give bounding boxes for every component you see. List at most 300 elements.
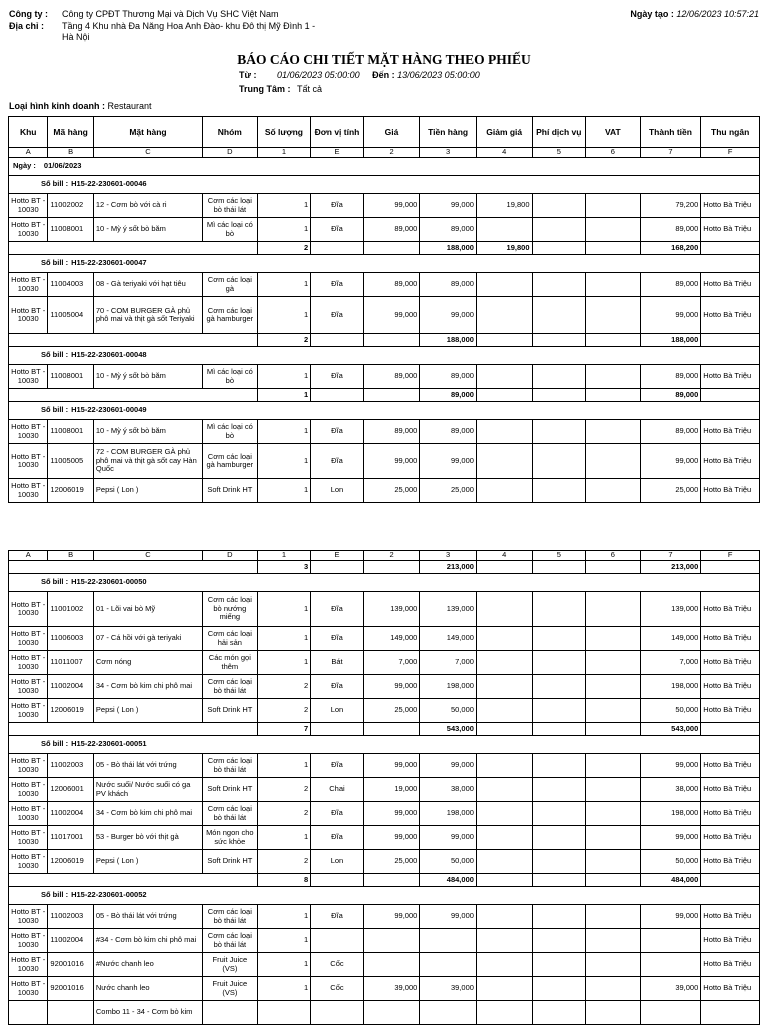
- table-row: [9, 802, 760, 826]
- table-cell: [363, 389, 420, 402]
- column-header: Mặt hàng: [93, 117, 202, 148]
- table-cell: 25,000: [640, 479, 701, 503]
- table-cell: [532, 218, 586, 242]
- column-code: 3: [420, 551, 477, 561]
- table-cell: Các món gọi thêm: [203, 651, 258, 675]
- table-cell: 89,000: [363, 218, 420, 242]
- bill-header-row: [9, 736, 760, 754]
- table-cell: Đĩa: [311, 627, 364, 651]
- table-cell: Cơm nóng: [93, 651, 202, 675]
- table-cell: [311, 389, 364, 402]
- table-cell: Hotto BT - 10030: [9, 754, 48, 778]
- table-cell: Đĩa: [311, 297, 364, 334]
- center-value: Tất cả: [297, 84, 323, 94]
- table-cell: 72 - COM BURGER GÀ phủ phô mai và thịt gà sốt cay Hàn Quốc: [93, 444, 202, 479]
- bill-number: H15-22-230601-00046: [71, 179, 147, 189]
- subtotal-spacer: [9, 561, 258, 574]
- table-cell: Hotto Bà Triệu: [701, 754, 760, 778]
- column-header: Thành tiền: [640, 117, 701, 148]
- table-cell: Đĩa: [311, 905, 364, 929]
- table-cell: Cơm các loại gà: [203, 273, 258, 297]
- table-cell: Cơm các loại bò nướng miếng: [203, 592, 258, 627]
- column-header: Mã hàng: [48, 117, 93, 148]
- table-cell: [532, 297, 586, 334]
- from-value: 01/06/2023 05:00:00: [277, 70, 360, 80]
- table-cell: Hotto Bà Triệu: [701, 699, 760, 723]
- table-cell: Hotto BT - 10030: [9, 627, 48, 651]
- table-cell: Đĩa: [311, 218, 364, 242]
- table-cell: 89,000: [640, 218, 701, 242]
- table-cell: [476, 651, 532, 675]
- table-cell: Mì các loại có bò: [203, 420, 258, 444]
- table-cell: 99,000: [363, 444, 420, 479]
- column-code: 1: [257, 148, 311, 158]
- table-cell: [476, 802, 532, 826]
- table-row: [9, 850, 760, 874]
- report-table-page-1: [8, 116, 760, 503]
- bill-header: [9, 736, 760, 754]
- table-cell: 25,000: [363, 699, 420, 723]
- subtotal-qty: 2: [257, 242, 311, 255]
- table-cell: [48, 1001, 93, 1025]
- table-cell: [363, 953, 420, 977]
- table-cell: Đĩa: [311, 675, 364, 699]
- column-code: 2: [363, 551, 420, 561]
- table-row: [9, 297, 760, 334]
- table-cell: 05 - Bò thái lát với trứng: [93, 905, 202, 929]
- table-cell: [586, 754, 641, 778]
- table-cell: 34 - Cơm bò kim chi phô mai: [93, 802, 202, 826]
- subtotal-spacer: [9, 874, 258, 887]
- table-cell: Combo 11 - 34 - Cơm bò kim: [93, 1001, 202, 1025]
- table-cell: 2: [257, 802, 311, 826]
- table-cell: Hotto Bà Triệu: [701, 977, 760, 1001]
- table-cell: [476, 905, 532, 929]
- table-cell: 99,000: [420, 297, 477, 334]
- column-code: F: [701, 148, 760, 158]
- table-cell: #34 - Cơm bò kim chi phô mai: [93, 929, 202, 953]
- table-cell: Hotto BT - 10030: [9, 651, 48, 675]
- table-cell: Hotto BT - 10030: [9, 699, 48, 723]
- table-cell: Lon: [311, 699, 364, 723]
- table-cell: 1: [257, 479, 311, 503]
- table-row: [9, 273, 760, 297]
- subtotal-qty: 7: [257, 723, 311, 736]
- table-cell: [532, 905, 586, 929]
- table-cell: 99,000: [420, 444, 477, 479]
- column-code: 7: [640, 551, 701, 561]
- table-cell: 99,000: [363, 675, 420, 699]
- table-cell: Cơm các loại bò thái lát: [203, 802, 258, 826]
- column-header: Đơn vị tính: [311, 117, 364, 148]
- column-code: A: [9, 551, 48, 561]
- table-cell: Hotto Bà Triệu: [701, 273, 760, 297]
- table-cell: [586, 874, 641, 887]
- table-cell: [701, 1001, 760, 1025]
- table-cell: 53 - Burger bò với thịt gà: [93, 826, 202, 850]
- table-cell: [363, 561, 420, 574]
- table-cell: [311, 242, 364, 255]
- table-cell: 2: [257, 699, 311, 723]
- table-row: [9, 953, 760, 977]
- table-cell: Cơm các loại hải sản: [203, 627, 258, 651]
- table-cell: Hotto BT - 10030: [9, 778, 48, 802]
- table-cell: [640, 1001, 701, 1025]
- table-cell: Hotto Bà Triệu: [701, 929, 760, 953]
- subtotal-discount: [476, 334, 532, 347]
- table-row: [9, 420, 760, 444]
- table-cell: [363, 334, 420, 347]
- column-code: B: [48, 551, 93, 561]
- table-cell: 92001016: [48, 953, 93, 977]
- created-label: Ngày tạo :: [630, 9, 674, 19]
- table-cell: 139,000: [363, 592, 420, 627]
- subtotal-spacer: [9, 334, 258, 347]
- date-row: [9, 158, 760, 176]
- table-cell: 139,000: [640, 592, 701, 627]
- table-cell: 99,000: [363, 905, 420, 929]
- column-code: 4: [476, 551, 532, 561]
- table-cell: Đĩa: [311, 420, 364, 444]
- table-cell: [586, 929, 641, 953]
- table-header-row: [9, 117, 760, 148]
- table-row: [9, 929, 760, 953]
- table-cell: [476, 675, 532, 699]
- bill-header: [9, 347, 760, 365]
- subtotal-row: [9, 561, 760, 574]
- table-cell: [640, 929, 701, 953]
- table-cell: Fruit Juice (VS): [203, 953, 258, 977]
- column-header: Thu ngân: [701, 117, 760, 148]
- table-cell: Hotto BT - 10030: [9, 273, 48, 297]
- table-row: [9, 592, 760, 627]
- subtotal-amount: 188,000: [420, 242, 477, 255]
- table-cell: [701, 389, 760, 402]
- table-cell: 89,000: [363, 273, 420, 297]
- table-cell: Hotto Bà Triệu: [701, 905, 760, 929]
- table-cell: Đĩa: [311, 365, 364, 389]
- table-cell: [532, 874, 586, 887]
- table-cell: 2: [257, 778, 311, 802]
- report-table-page-2: [8, 550, 760, 1025]
- table-cell: 99,000: [420, 826, 477, 850]
- table-cell: [586, 297, 641, 334]
- column-code-row: [9, 551, 760, 561]
- bill-label: Số bill :: [41, 350, 69, 360]
- table-cell: [532, 389, 586, 402]
- bill-label: Số bill :: [41, 405, 69, 415]
- table-cell: [532, 778, 586, 802]
- table-cell: [363, 1001, 420, 1025]
- table-cell: 89,000: [420, 420, 477, 444]
- table-cell: 11006003: [48, 627, 93, 651]
- table-cell: Hotto Bà Triệu: [701, 627, 760, 651]
- subtotal-total: 213,000: [640, 561, 701, 574]
- table-cell: Hotto BT - 10030: [9, 194, 48, 218]
- table-cell: [476, 977, 532, 1001]
- table-cell: Hotto BT - 10030: [9, 444, 48, 479]
- table-cell: [363, 929, 420, 953]
- table-cell: Lon: [311, 850, 364, 874]
- table-cell: Hotto BT - 10030: [9, 977, 48, 1001]
- table-cell: 1: [257, 273, 311, 297]
- table-cell: Mì các loại có bò: [203, 218, 258, 242]
- table-cell: 12006019: [48, 699, 93, 723]
- table-cell: Đĩa: [311, 754, 364, 778]
- table-cell: 11002003: [48, 905, 93, 929]
- table-cell: 149,000: [640, 627, 701, 651]
- bill-number: H15-22-230601-00050: [71, 577, 147, 587]
- table-cell: 11002004: [48, 802, 93, 826]
- table-cell: Hotto Bà Triệu: [701, 651, 760, 675]
- table-cell: 198,000: [420, 802, 477, 826]
- table-cell: 39,000: [420, 977, 477, 1001]
- table-cell: [476, 273, 532, 297]
- table-cell: [363, 874, 420, 887]
- table-cell: [311, 723, 364, 736]
- column-code: B: [48, 148, 93, 158]
- table-cell: [476, 699, 532, 723]
- table-cell: [586, 850, 641, 874]
- table-cell: [532, 953, 586, 977]
- subtotal-row: [9, 242, 760, 255]
- table-cell: Đĩa: [311, 826, 364, 850]
- table-cell: [586, 561, 641, 574]
- column-code: 5: [532, 551, 586, 561]
- table-cell: [586, 802, 641, 826]
- table-cell: Hotto BT - 10030: [9, 420, 48, 444]
- table-cell: Pepsi ( Lon ): [93, 479, 202, 503]
- table-cell: Hotto BT - 10030: [9, 592, 48, 627]
- table-row: [9, 365, 760, 389]
- table-cell: [420, 953, 477, 977]
- column-header: Số lượng: [257, 117, 311, 148]
- column-code: 1: [257, 551, 311, 561]
- table-cell: [532, 723, 586, 736]
- table-cell: [476, 778, 532, 802]
- table-cell: [640, 953, 701, 977]
- company-name: Công ty CPĐT Thương Mại và Dịch Vụ SHC Việt Nam: [62, 9, 279, 19]
- table-cell: Hotto BT - 10030: [9, 826, 48, 850]
- table-cell: Hotto BT - 10030: [9, 479, 48, 503]
- address-line-1: Tầng 4 Khu nhà Đa Năng Hoa Anh Đào- khu Đô thị Mỹ Đình 1 -: [62, 21, 316, 31]
- table-cell: [586, 365, 641, 389]
- table-cell: Fruit Juice (VS): [203, 977, 258, 1001]
- table-cell: Hotto Bà Triệu: [701, 826, 760, 850]
- table-cell: [532, 592, 586, 627]
- table-cell: 92001016: [48, 977, 93, 1001]
- table-cell: Hotto Bà Triệu: [701, 444, 760, 479]
- column-code: E: [311, 148, 364, 158]
- table-cell: Hotto BT - 10030: [9, 675, 48, 699]
- table-cell: [532, 194, 586, 218]
- table-cell: Hotto BT - 10030: [9, 929, 48, 953]
- table-cell: 39,000: [640, 977, 701, 1001]
- table-cell: 12006019: [48, 479, 93, 503]
- table-cell: Hotto BT - 10030: [9, 802, 48, 826]
- table-cell: Mì các loại có bò: [203, 365, 258, 389]
- table-row: [9, 479, 760, 503]
- subtotal-discount: [476, 723, 532, 736]
- table-cell: [476, 297, 532, 334]
- bill-number: H15-22-230601-00048: [71, 350, 147, 360]
- bill-header-row: [9, 347, 760, 365]
- table-cell: 99,000: [640, 826, 701, 850]
- column-code: E: [311, 551, 364, 561]
- table-cell: [701, 242, 760, 255]
- table-cell: [586, 444, 641, 479]
- table-cell: 11008001: [48, 420, 93, 444]
- table-cell: [586, 977, 641, 1001]
- table-cell: [532, 651, 586, 675]
- table-cell: Hotto Bà Triệu: [701, 194, 760, 218]
- date-label: Ngày :: [13, 161, 36, 171]
- column-header: Giá: [363, 117, 420, 148]
- created-date: [630, 9, 759, 20]
- column-code: 4: [476, 148, 532, 158]
- table-cell: 2: [257, 675, 311, 699]
- table-cell: [476, 1001, 532, 1025]
- table-cell: 1: [257, 754, 311, 778]
- table-cell: [203, 1001, 258, 1025]
- table-cell: 149,000: [363, 627, 420, 651]
- table-cell: 7,000: [640, 651, 701, 675]
- table-cell: 01 - Lõi vai bò Mỹ: [93, 592, 202, 627]
- table-cell: Cơm các loại gà hamburger: [203, 444, 258, 479]
- company-label: Công ty :: [9, 9, 48, 19]
- table-cell: 99,000: [640, 444, 701, 479]
- table-cell: [311, 874, 364, 887]
- table-cell: 99,000: [640, 754, 701, 778]
- column-header: Tiền hàng: [420, 117, 477, 148]
- subtotal-total: 168,200: [640, 242, 701, 255]
- table-cell: Hotto BT - 10030: [9, 850, 48, 874]
- subtotal-qty: 3: [257, 561, 311, 574]
- created-value: 12/06/2023 10:57:21: [676, 9, 759, 19]
- table-cell: [476, 365, 532, 389]
- table-cell: Hotto Bà Triệu: [701, 802, 760, 826]
- table-cell: Đĩa: [311, 802, 364, 826]
- table-cell: 99,000: [420, 194, 477, 218]
- table-cell: [476, 479, 532, 503]
- table-cell: Hotto BT - 10030: [9, 218, 48, 242]
- table-cell: 11001002: [48, 592, 93, 627]
- bill-header: [9, 574, 760, 592]
- table-cell: 08 - Gà teriyaki với hạt tiêu: [93, 273, 202, 297]
- table-cell: 99,000: [640, 905, 701, 929]
- table-cell: 1: [257, 905, 311, 929]
- table-cell: [586, 592, 641, 627]
- table-cell: 139,000: [420, 592, 477, 627]
- table-cell: [586, 420, 641, 444]
- table-cell: [701, 874, 760, 887]
- subtotal-qty: 1: [257, 389, 311, 402]
- business-label: Loại hình kinh doanh :: [9, 101, 105, 111]
- table-row: [9, 194, 760, 218]
- table-cell: 1: [257, 297, 311, 334]
- subtotal-qty: 2: [257, 334, 311, 347]
- table-cell: 19,000: [363, 778, 420, 802]
- table-cell: 11002004: [48, 675, 93, 699]
- table-row: [9, 826, 760, 850]
- table-cell: 1: [257, 444, 311, 479]
- table-cell: [701, 723, 760, 736]
- table-cell: [476, 218, 532, 242]
- table-cell: [586, 194, 641, 218]
- table-cell: Nước suối/ Nước suối có ga PV khách: [93, 778, 202, 802]
- table-cell: [476, 953, 532, 977]
- table-cell: [532, 444, 586, 479]
- column-code: 6: [586, 148, 641, 158]
- bill-header-row: [9, 402, 760, 420]
- table-cell: [701, 334, 760, 347]
- table-cell: 38,000: [640, 778, 701, 802]
- subtotal-total: 484,000: [640, 874, 701, 887]
- table-cell: [9, 1001, 48, 1025]
- table-cell: Lon: [311, 479, 364, 503]
- table-cell: [586, 218, 641, 242]
- table-cell: [532, 420, 586, 444]
- table-cell: Soft Drink HT: [203, 850, 258, 874]
- table-cell: Hotto Bà Triệu: [701, 420, 760, 444]
- table-cell: 05 - Bò thái lát với trứng: [93, 754, 202, 778]
- table-cell: [363, 723, 420, 736]
- table-cell: 1: [257, 194, 311, 218]
- table-cell: 1: [257, 929, 311, 953]
- center-label: Trung Tâm :: [239, 84, 291, 94]
- column-code: D: [203, 148, 258, 158]
- table-cell: [257, 1001, 311, 1025]
- column-code: F: [701, 551, 760, 561]
- table-cell: 99,000: [363, 297, 420, 334]
- table-cell: Soft Drink HT: [203, 778, 258, 802]
- table-cell: 11008001: [48, 365, 93, 389]
- table-cell: Món ngon cho sức khỏe: [203, 826, 258, 850]
- subtotal-spacer: [9, 242, 258, 255]
- table-cell: Hotto Bà Triệu: [701, 675, 760, 699]
- table-cell: 12006001: [48, 778, 93, 802]
- table-cell: [476, 420, 532, 444]
- subtotal-row: [9, 723, 760, 736]
- table-cell: 50,000: [420, 699, 477, 723]
- table-cell: [476, 826, 532, 850]
- table-cell: Hotto Bà Triệu: [701, 592, 760, 627]
- table-cell: Cốc: [311, 977, 364, 1001]
- column-code: 2: [363, 148, 420, 158]
- table-cell: Hotto Bà Triệu: [701, 218, 760, 242]
- bill-header: [9, 255, 760, 273]
- bill-header-row: [9, 255, 760, 273]
- table-cell: Hotto BT - 10030: [9, 905, 48, 929]
- table-cell: 89,000: [420, 273, 477, 297]
- table-cell: 198,000: [420, 675, 477, 699]
- table-cell: 12006019: [48, 850, 93, 874]
- bill-label: Số bill :: [41, 179, 69, 189]
- table-cell: 50,000: [640, 850, 701, 874]
- subtotal-row: [9, 389, 760, 402]
- table-cell: Hotto Bà Triệu: [701, 479, 760, 503]
- table-cell: 70 - COM BURGER GÀ phủ phô mai và thịt gà sốt Teriyaki: [93, 297, 202, 334]
- column-header: Phí dịch vụ: [532, 117, 586, 148]
- table-cell: Cơm các loại bò thái lát: [203, 675, 258, 699]
- bill-label: Số bill :: [41, 739, 69, 749]
- table-cell: Chai: [311, 778, 364, 802]
- from-label: Từ :: [239, 70, 257, 80]
- table-cell: 99,000: [363, 194, 420, 218]
- table-row: [9, 651, 760, 675]
- subtotal-row: [9, 874, 760, 887]
- bill-number: H15-22-230601-00052: [71, 890, 147, 900]
